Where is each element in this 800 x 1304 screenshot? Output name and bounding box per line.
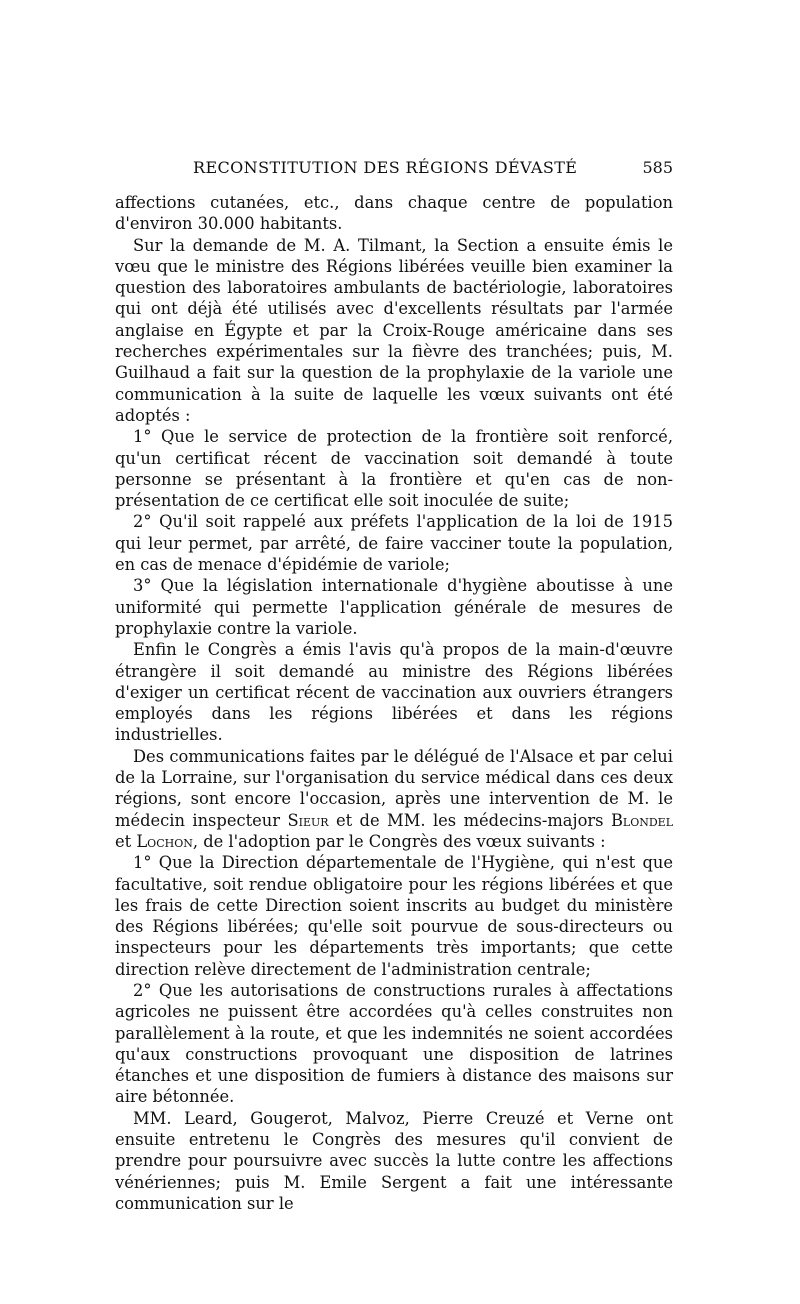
paragraph-alsace-lorraine	[115, 746, 673, 852]
paragraph-text-part: et	[115, 831, 137, 851]
paragraph-continuation: affections cutanées, etc., dans chaque centre de population d'environ 30.000 habitants.	[115, 193, 673, 234]
paragraph-text-part: , de l'adoption par le Congrès des vœux suivants :	[192, 831, 606, 851]
page-number: 585	[642, 158, 673, 177]
wish-item-law-1915: 2° Qu'il soit rappelé aux préfets l'application de la loi de 1915 qui leur permet, par arrêté, de faire vacciner toute la population, en cas de menace d'épidémie de variole;	[115, 512, 673, 575]
paragraph-tilmant-wish: Sur la demande de M. A. Tilmant, la Section a ensuite émis le vœu que le ministre des Régions libérées veuille bien examiner la question des laboratoires ambulants de bactériologie, laboratoires qui ont déjà été utilisés avec d'excellents résultats par l'armée anglaise en Égypte et par la Croix-Rouge américaine dans ses recherches expérimentales sur la fièvre des tranchées; puis, M. Guilhaud a fait sur la question de la prophylaxie de la variole une communication à la suite de laquelle les vœux suivants ont été adoptés :	[115, 235, 673, 425]
person-name-blondel: Blondel	[610, 810, 674, 830]
paragraph-venereal-measures: MM. Leard, Gougerot, Malvoz, Pierre Creuzé et Verne ont ensuite entretenu le Congrès des mesures qu'il convient de prendre pour poursuivre avec succès la lutte contre les affections vénériennes; puis M. Emile Sergent a fait une intéressante communication sur le	[115, 1108, 673, 1213]
paragraph-text-part: Des communications faites par le délégué de l'Alsace et par celui de la Lorraine, sur l'organisation du service médical dans ces deux régions, sont encore l'occasion, après une intervention de M. le médecin inspecteur	[115, 746, 673, 830]
body-text	[115, 192, 673, 1214]
wish-item-rural-constructions: 2° Que les autorisations de constructions rurales à affectations agricoles ne puissent être accordées qu'à celles construites non parallèlement à la route, et que les indemnités ne soient accordées qu'aux constructions provoquant une disposition de latrines étanches et une disposition de fumiers à distance des maisons sur aire bétonnée.	[115, 980, 673, 1107]
running-title: RECONSTITUTION DES RÉGIONS DÉVASTÉ	[193, 158, 578, 177]
running-head	[115, 158, 673, 180]
paragraph-text-part: et de MM. les médecins-majors	[328, 810, 611, 830]
wish-item-international-legislation: 3° Que la législation internationale d'hygiène aboutisse à une uniformité qui permette l'application générale de mesures de prophylaxie contre la variole.	[115, 576, 673, 638]
person-name-sieur: Sieur	[287, 810, 329, 830]
person-name-lochon: Lochon	[136, 831, 193, 851]
wish-item-border-protection: 1° Que le service de protection de la frontière soit renforcé, qu'un certificat récent de vaccination soit demandé à toute personne se présentant à la frontière et qu'en cas de non-présentation de ce certificat elle soit inoculée de suite;	[115, 427, 673, 511]
wish-item-hygiene-direction: 1° Que la Direction départementale de l'Hygiène, qui n'est que facultative, soit rendue obligatoire pour les régions libérées et que les frais de cette Direction soient inscrits au budget du ministère des Régions libérées; qu'elle soit pourvue de sous-directeurs ou inspecteurs pour les départements très importants; que cette direction relève directement de l'administration centrale;	[115, 853, 673, 979]
paragraph-foreign-labour: Enfin le Congrès a émis l'avis qu'à propos de la main-d'œuvre étrangère il soit demandé au ministre des Régions libérées d'exiger un certificat récent de vaccination aux ouvriers étrangers employés dans les régions libérées et dans les régions industrielles.	[115, 640, 673, 745]
